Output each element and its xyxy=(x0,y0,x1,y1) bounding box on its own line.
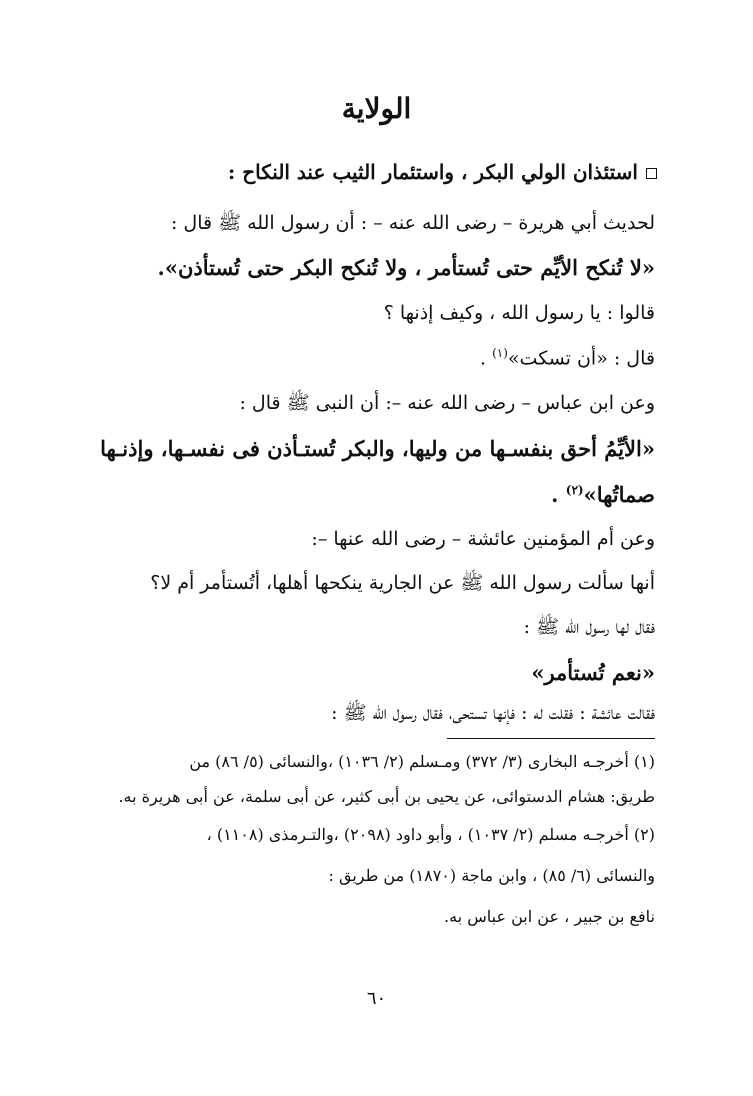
footnote-mark: (٢) xyxy=(565,483,584,497)
text-line: أنها سألت رسول الله ﷺ عن الجارية ينكحها أهلها، أتُستأمر أم لا؟ xyxy=(150,572,655,594)
hadith-text-end: صماتُها» xyxy=(583,482,655,507)
footnote-separator xyxy=(447,738,655,739)
text-line: وعن أم المؤمنين عائشة – رضى الله عنها –: xyxy=(311,528,655,550)
footnote-line: نافع بن جبير ، عن ابن عباس به. xyxy=(444,907,655,926)
text-line: فقال لها رسول الله ﷺ : xyxy=(523,616,655,638)
footnote-line: طريق: هشام الدستوائى، عن يحيى بن أبى كثير، عن أبى سلمة، عن أبى هريرة به. xyxy=(118,787,655,806)
hadith-text: «نعم تُستأمر» xyxy=(531,660,655,685)
text-line-body: قال : «أن تسكت» xyxy=(507,347,655,370)
hadith-text: «لا تُنكح الأيِّم حتى تُستأمر ، ولا تُنكح البكر حتى تُستأذن». xyxy=(157,255,655,280)
chapter-title: الولاية xyxy=(341,92,412,125)
footnote-mark: (١) xyxy=(492,346,508,360)
text-line: فقالت عائشة : فقلت له : فإنها تستحى، فقال رسول الله ﷺ : xyxy=(331,702,655,724)
section-heading-text: استئذان الولي البكر ، واستئمار الثيب عند النكاح : xyxy=(227,160,638,184)
hadith-text-continued: صماتُها»$^{(٢)}$ . xyxy=(551,482,655,507)
footnote-line: والنسائى (٦/ ٨٥) ، وابن ماجة (١٨٧٠) من طريق : xyxy=(328,866,655,885)
section-heading xyxy=(97,160,657,184)
page-number: ٦٠ xyxy=(366,988,387,1009)
square-bullet-icon xyxy=(646,168,657,179)
text-line: وعن ابن عباس – رضى الله عنه –: أن النبى ﷺ قال : xyxy=(239,392,655,414)
footnote-line: (١) أخرجـه البخارى (٣/ ٣٧٢) ومـسلم (٢/ ١٠٣٦) ،والنسائى (٥/ ٨٦) من xyxy=(189,752,655,771)
text-line: قالوا : يا رسول الله ، وكيف إذنها ؟ xyxy=(383,302,655,324)
text-line: لحديث أبي هريرة – رضى الله عنه – : أن رسول الله ﷺ قال : xyxy=(170,212,655,234)
hadith-text: «الأيِّمُ أحق بنفسـها من وليها، والبكر تُستـأذن فى نفسـها، وإذنـها xyxy=(100,436,655,461)
text-line: قال : «أن تسكت»$^{(١)}$ . xyxy=(480,346,655,370)
footnote-line: (٢) أخرجـه مسلم (٢/ ١٠٣٧) ، وأبو داود (٢٠٩٨) ،والتـرمذى (١١٠٨) ، xyxy=(206,825,655,844)
